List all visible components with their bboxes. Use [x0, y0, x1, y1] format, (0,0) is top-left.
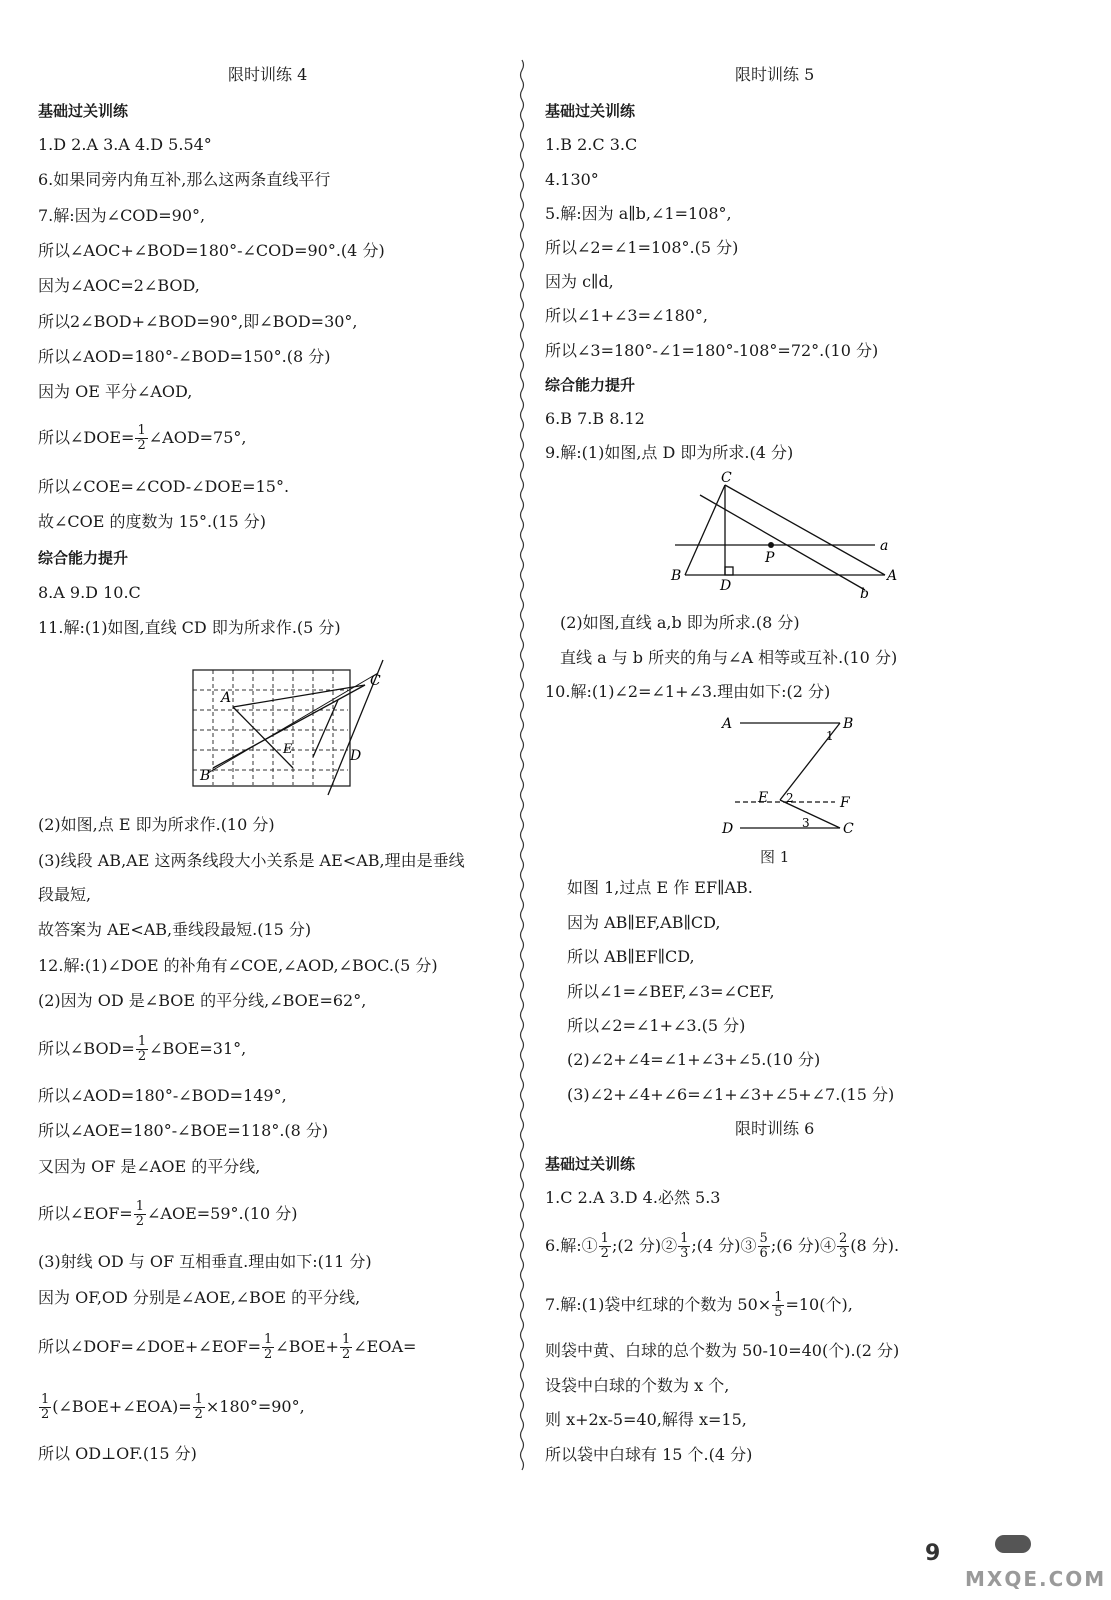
answers-1-3: 1.B 2.C 3.C	[545, 135, 638, 154]
point-c-label: C	[843, 821, 854, 837]
text-line: 则袋中黄、白球的总个数为 50-10=40(个).(2 分)	[545, 1341, 900, 1360]
answer-6: 6.如果同旁内角互补,那么这两条直线平行	[38, 170, 331, 189]
section-title-5: 限时训练 5	[735, 65, 815, 84]
text-line: 所以∠COE=∠COD-∠DOE=15°.	[38, 477, 290, 496]
fraction: $\frac{1}{2}$	[135, 1199, 144, 1229]
watermark-text: MXQE.COM	[965, 1567, 1107, 1591]
point-e-label: E	[283, 742, 293, 757]
text-line: 所以∠DOE= $\frac{1}{2}$ ∠AOD=75°,	[38, 423, 247, 453]
text-line: 7.解:(1)袋中红球的个数为 50× $\frac{1}{5}$ =10(个),	[545, 1290, 853, 1320]
text-line: (2)∠2+∠4=∠1+∠3+∠5.(10 分)	[567, 1050, 821, 1069]
line-b-label: b	[860, 586, 869, 602]
text-line: 则 x+2x-5=40,解得 x=15,	[545, 1410, 747, 1429]
fraction: $\frac{1}{2}$	[264, 1332, 273, 1362]
text-line: (3)∠2+∠4+∠6=∠1+∠3+∠5+∠7.(15 分)	[567, 1085, 895, 1104]
text-line: 所以∠2=∠1+∠3.(5 分)	[567, 1016, 746, 1035]
text-line: 11.解:(1)如图,直线 CD 即为所求作.(5 分)	[38, 618, 341, 637]
fraction: $\frac{1}{3}$	[680, 1231, 689, 1261]
text-line: 所以∠1=∠BEF,∠3=∠CEF,	[567, 982, 775, 1001]
angle-3-label: 3	[802, 816, 810, 830]
text-line: 所以∠DOF=∠DOE+∠EOF= $\frac{1}{2}$ ∠BOE+ $\frac{1}{2}$ ∠EOA=	[38, 1332, 417, 1362]
text-line: 所以袋中白球有 15 个.(4 分)	[545, 1445, 753, 1464]
answers-8-10: 8.A 9.D 10.C	[38, 583, 141, 602]
point-p-label: P	[765, 550, 775, 566]
heading-basic: 基础过关训练	[545, 102, 636, 120]
logo-shape	[995, 1535, 1031, 1553]
grid-figure	[188, 655, 398, 800]
text-line: 设袋中白球的个数为 x 个,	[545, 1376, 730, 1395]
angle-2-label: 2	[786, 791, 794, 805]
text-line: 因为 AB∥EF,AB∥CD,	[567, 913, 721, 932]
parallel-lines-figure	[720, 710, 865, 840]
text-line: 所以∠AOE=180°-∠BOE=118°.(8 分)	[38, 1121, 329, 1140]
fraction: $\frac{1}{5}$	[774, 1290, 783, 1320]
point-d-label: D	[350, 748, 362, 764]
text-line: 12.解:(1)∠DOE 的补角有∠COE,∠AOD,∠BOC.(5 分)	[38, 956, 438, 975]
text-line: $\frac{1}{2}$ (∠BOE+∠EOA)= $\frac{1}{2}$ ×180°=90°,	[41, 1392, 305, 1422]
heading-basic: 基础过关训练	[38, 102, 129, 120]
point-b-label: B	[843, 716, 854, 732]
fraction: $\frac{5}{6}$	[759, 1231, 768, 1261]
text-line: 所以∠BOD= $\frac{1}{2}$ ∠BOE=31°,	[38, 1034, 247, 1064]
point-a-label: A	[221, 690, 232, 706]
point-c-label: C	[370, 673, 381, 689]
text-line: 5.解:因为 a∥b,∠1=108°,	[545, 204, 732, 223]
fraction: $\frac{2}{3}$	[838, 1231, 848, 1261]
page-number: 9	[925, 1541, 941, 1566]
angle-1-label: 1	[826, 729, 834, 743]
triangle-figure	[665, 470, 898, 602]
point-e-label: E	[758, 790, 769, 806]
fraction: $\frac{1}{2}$	[600, 1231, 609, 1261]
watermark-logo	[925, 1535, 1105, 1595]
fraction: $\frac{1}{2}$	[137, 1034, 147, 1064]
fraction: $\frac{1}{2}$	[341, 1332, 351, 1362]
section-title-6: 限时训练 6	[735, 1119, 815, 1138]
text-line: 因为 OF,OD 分别是∠AOE,∠BOE 的平分线,	[38, 1288, 361, 1307]
text-line: 6.解:① $\frac{1}{2}$ ;(2 分)② $\frac{1}{3}$ ;(4 分)③ $\frac{5}{6}$ ;(6 分)④ $\frac{2}{3}$ (8 分).	[545, 1231, 900, 1261]
point-a-label: A	[722, 716, 733, 732]
heading-basic: 基础过关训练	[545, 1155, 636, 1173]
text-line: 因为∠AOC=2∠BOD,	[38, 276, 200, 295]
text-line: 所以∠AOD=180°-∠BOD=150°.(8 分)	[38, 347, 331, 366]
point-a-label: A	[887, 568, 898, 584]
text-line: 所以∠3=180°-∠1=180°-108°=72°.(10 分)	[545, 341, 879, 360]
text-line: 9.解:(1)如图,点 D 即为所求.(4 分)	[545, 443, 794, 462]
answer-4: 4.130°	[545, 170, 599, 189]
text-line: 所以∠AOC+∠BOD=180°-∠COD=90°.(4 分)	[38, 241, 385, 260]
text-line: (2)因为 OD 是∠BOE 的平分线,∠BOE=62°,	[38, 991, 367, 1010]
text-line: 因为 c∥d,	[545, 272, 614, 291]
fraction: $\frac{1}{2}$	[137, 423, 146, 453]
point-d-label: D	[720, 578, 732, 594]
figure-caption: 图 1	[760, 848, 790, 866]
text-line: 所以 AB∥EF∥CD,	[567, 947, 695, 966]
text-line: (2)如图,点 E 即为所求作.(10 分)	[38, 815, 275, 834]
column-divider	[519, 60, 525, 1470]
text-line: 7.解:因为∠COD=90°,	[38, 206, 206, 225]
fraction: $\frac{1}{2}$	[194, 1392, 203, 1422]
text-line: (3)射线 OD 与 OF 互相垂直.理由如下:(11 分)	[38, 1252, 372, 1271]
text-line: 故∠COE 的度数为 15°.(15 分)	[38, 512, 266, 531]
heading-advanced: 综合能力提升	[38, 549, 129, 567]
point-b-label: B	[671, 568, 682, 584]
text-line: 因为 OE 平分∠AOD,	[38, 382, 193, 401]
answers-1-5: 1.C 2.A 3.D 4.必然 5.3	[545, 1188, 721, 1207]
text-line: (2)如图,直线 a,b 即为所求.(8 分)	[560, 613, 800, 632]
text-line: 所以∠AOD=180°-∠BOD=149°,	[38, 1086, 287, 1105]
text-line: 所以2∠BOD+∠BOD=90°,即∠BOD=30°,	[38, 312, 358, 331]
text-line: (3)线段 AB,AE 这两条线段大小关系是 AE<AB,理由是垂线	[38, 851, 465, 870]
text-line: 如图 1,过点 E 作 EF∥AB.	[567, 878, 753, 897]
answers-6-8: 6.B 7.B 8.12	[545, 409, 645, 428]
text-line: 所以∠1+∠3=∠180°,	[545, 306, 709, 325]
text-line: 所以∠EOF= $\frac{1}{2}$ ∠AOE=59°.(10 分)	[38, 1199, 298, 1229]
line-a-label: a	[880, 538, 889, 554]
point-d-label: D	[722, 821, 734, 837]
answers-1-5: 1.D 2.A 3.A 4.D 5.54°	[38, 135, 212, 154]
point-c-label: C	[721, 470, 732, 486]
point-f-label: F	[840, 795, 850, 811]
fraction: $\frac{1}{2}$	[41, 1392, 50, 1422]
heading-advanced: 综合能力提升	[545, 376, 636, 394]
section-title-4: 限时训练 4	[228, 65, 308, 84]
text-line: 所以 OD⊥OF.(15 分)	[38, 1444, 197, 1463]
text-line: 直线 a 与 b 所夹的角与∠A 相等或互补.(10 分)	[560, 648, 898, 667]
text-line: 10.解:(1)∠2=∠1+∠3.理由如下:(2 分)	[545, 682, 831, 701]
text-line: 故答案为 AE<AB,垂线段最短.(15 分)	[38, 920, 312, 939]
text-line: 段最短,	[38, 885, 92, 904]
point-b-label: B	[200, 768, 211, 784]
text-line: 所以∠2=∠1=108°.(5 分)	[545, 238, 739, 257]
text-line: 又因为 OF 是∠AOE 的平分线,	[38, 1157, 261, 1176]
